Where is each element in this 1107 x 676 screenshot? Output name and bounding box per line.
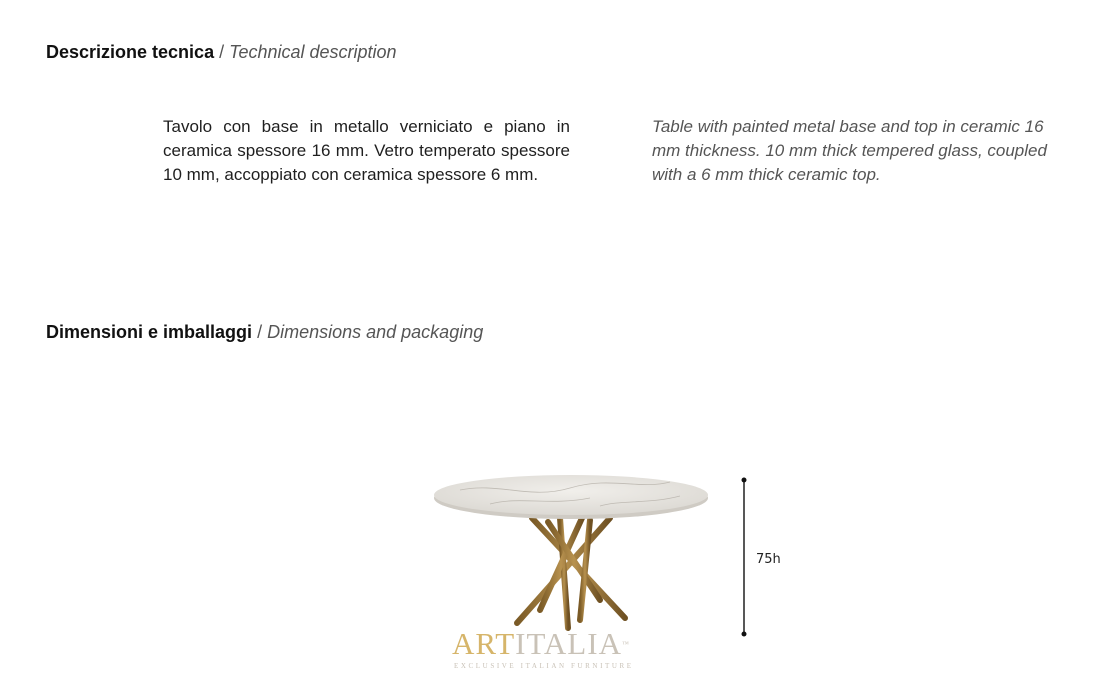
dimensions-heading <box>46 322 483 343</box>
heading-italian: Dimensioni e imballaggi <box>46 322 253 342</box>
heading-italian: Descrizione tecnica <box>46 42 215 62</box>
artitalia-logo <box>452 628 662 670</box>
logo-part-italia: ITALIA <box>515 626 622 661</box>
technical-description-heading <box>46 42 397 63</box>
height-label: 75h <box>756 552 781 567</box>
table-top <box>434 475 708 515</box>
description-english: Table with painted metal base and top in ceramic 16 mm thickness. 10 mm thick tempered glass, coupled with a 6 mm thick ceramic top. <box>652 117 1047 184</box>
logo-part-art: ART <box>452 626 516 661</box>
heading-english: Technical description <box>229 42 397 62</box>
table-product-image <box>420 460 720 635</box>
description-italian: Tavolo con base in metallo verniciato e piano in ceramica spessore 16 mm. Vetro temperato spessore 10 mm, accoppiato con ceramica spessore 6 mm. <box>163 117 570 184</box>
logo-wordmark <box>452 628 662 660</box>
logo-tagline: EXCLUSIVE ITALIAN FURNITURE <box>454 662 634 670</box>
heading-separator: / <box>219 42 225 62</box>
table-legs <box>517 518 625 628</box>
logo-trademark: ™ <box>621 640 630 648</box>
heading-english: Dimensions and packaging <box>267 322 484 342</box>
heading-separator: / <box>257 322 263 342</box>
height-dimension-line <box>741 477 747 637</box>
